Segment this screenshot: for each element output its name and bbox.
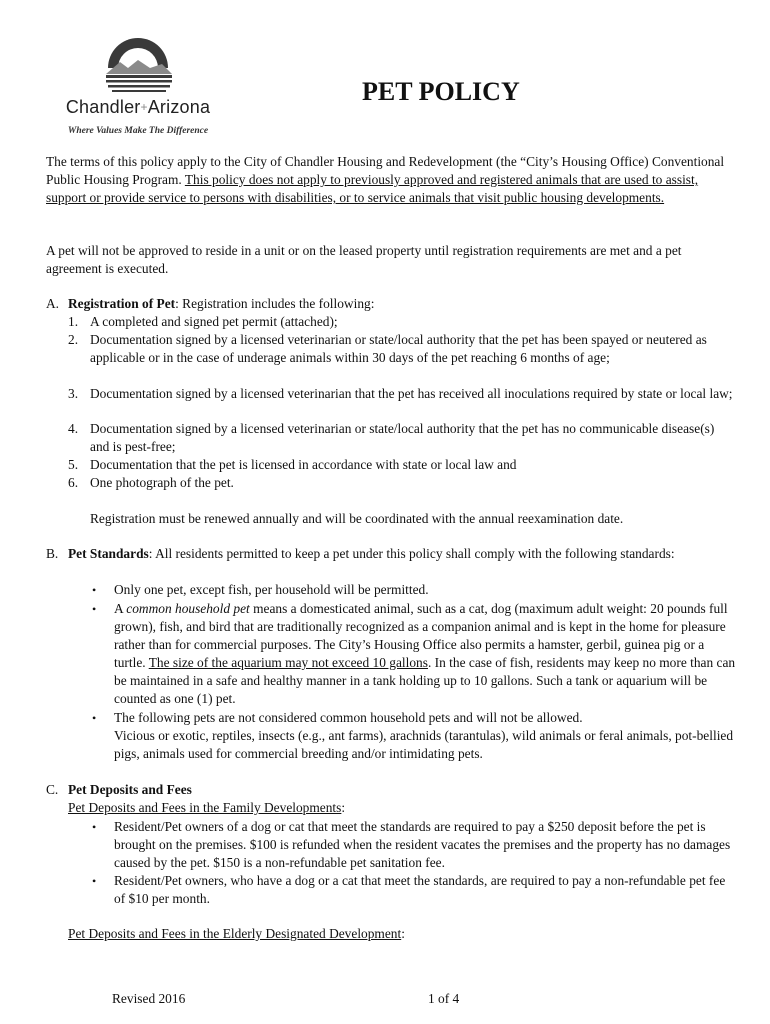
bullet-item: Resident/Pet owners of a dog or cat that meet the standards are required to pay a $250 deposit before the pet is brought on the premises. $100 is refunded when the resident vacates the premises and the property has no damages caused by the pet. $150 is a non-refundable pet sanitation fee. (114, 819, 731, 870)
bullet-icon: • (92, 602, 97, 616)
list-item: Documentation signed by a licensed veterinarian or state/local authority that the pet has no communicable disease(s) and is pest-free; (90, 421, 715, 454)
elderly-subheading-line (68, 925, 736, 943)
list-item: Documentation that the pet is licensed in accordance with state or local law and (90, 457, 517, 472)
bullet2-italic: common household pet (126, 601, 250, 616)
bullet-item: Only one pet, except fish, per household will be permitted. (114, 582, 429, 597)
elderly-subheading: Pet Deposits and Fees in the Elderly Designated Development (68, 926, 402, 941)
item-number: 1. (68, 314, 79, 329)
family-subheading: Pet Deposits and Fees in the Family Developments (68, 800, 342, 815)
item-number: 3. (68, 386, 79, 401)
footer-revised: Revised 2016 (112, 991, 186, 1006)
bullet-icon: • (92, 820, 97, 834)
bullet-icon: • (92, 583, 97, 597)
item-number: 4. (68, 421, 79, 436)
logo-tagline: Where Values Make The Difference (67, 126, 209, 136)
list-item: One photograph of the pet. (90, 475, 234, 490)
bullet2-mid: means a domesticated animal, such as a cat, dog (maximum adult weight: 20 pounds full grown), fish, and bird that are traditionally recognized as a companion animal and is kept in the home for pleasure rather than for commercial purposes. The City’s Housing Office also permits a hamster, gerbil, guinea pig or a turtle. (114, 601, 728, 670)
bullet3-line2: Vicious or exotic, reptiles, insects (e.g., ant farms), arachnids (tarantulas), wild animals or feral animals, pot-bellied pigs, animals used for commercial breeding and/or intimidating pets. (114, 728, 734, 761)
intro-paragraph (46, 153, 736, 207)
elderly-subheading-colon: : (401, 926, 405, 941)
logo-wordmark (58, 98, 218, 116)
section-b-heading: Pet Standards (68, 546, 149, 561)
bullet-item (114, 600, 736, 708)
item-number: 6. (68, 475, 79, 490)
bullet2-post: . In the case of fish, residents may keep no more than can be maintained in a safe and healthy manner in a tank holding up to 10 gallons. Such a tank or aquarium will be counted as one (1) pet. (114, 655, 736, 706)
item-number: 2. (68, 332, 79, 347)
section-a-letter: A. (46, 296, 60, 311)
list-item: Documentation signed by a licensed veterinarian that the pet has received all inoculations required by state or local law; (90, 386, 733, 401)
logo-separator: + (140, 100, 148, 114)
section-b-heading-line (68, 545, 736, 563)
list-item: A completed and signed pet permit (attached); (90, 314, 338, 329)
intro-text: The terms of this policy apply to the City of Chandler Housing and Redevelopment (the “City’s Housing Office) Conventional Public Housing Program. (46, 154, 725, 187)
section-b-heading-rest: : All residents permitted to keep a pet under this policy shall comply with the following standards: (148, 546, 675, 561)
bullet3-line1: The following pets are not considered common household pets and will not be allowed. (114, 710, 583, 725)
list-item: Documentation signed by a licensed veterinarian or state/local authority that the pet has been spayed or neutered as applicable or in the case of underage animals within 30 days of the pet reaching 6 months of age; (90, 332, 707, 365)
bullet-icon: • (92, 874, 97, 888)
bullet2-pre: A (114, 601, 127, 616)
bullet-item (114, 709, 736, 763)
bullet2-underlined: The size of the aquarium may not exceed 10 gallons (148, 655, 428, 670)
section-c-letter: C. (46, 782, 59, 797)
family-subheading-line (68, 799, 736, 817)
bullet-icon: • (92, 711, 97, 725)
chandler-logo (58, 34, 218, 136)
section-a-heading: Registration of Pet (68, 296, 176, 311)
section-a-heading-rest: : Registration includes the following: (175, 296, 375, 311)
logo-name-left: Chandler (65, 97, 141, 117)
chandler-emblem-icon (58, 34, 218, 98)
intro-underlined: This policy does not apply to previously approved and registered animals that are used to assist, support or provide service to persons with disabilities, or to service animals that visit public housing developments. (46, 172, 699, 205)
section-a-heading-line (68, 295, 736, 313)
page-title: PET POLICY (362, 77, 520, 106)
section-b-letter: B. (46, 546, 59, 561)
footer-page-number: 1 of 4 (428, 991, 460, 1006)
item-number: 5. (68, 457, 79, 472)
bullet-item: Resident/Pet owners, who have a dog or a cat that meet the standards, are required to pay a non-refundable pet fee of $10 per month. (114, 873, 726, 906)
registration-note: Registration must be renewed annually and will be coordinated with the annual reexamination date. (90, 511, 624, 526)
section-c-heading-line (68, 781, 736, 799)
family-subheading-colon: : (341, 800, 346, 815)
logo-name-right: Arizona (147, 97, 211, 117)
section-c-heading: Pet Deposits and Fees (68, 782, 192, 797)
approval-paragraph: A pet will not be approved to reside in a unit or on the leased property until registration requirements are met and a pet agreement is executed. (46, 243, 682, 276)
